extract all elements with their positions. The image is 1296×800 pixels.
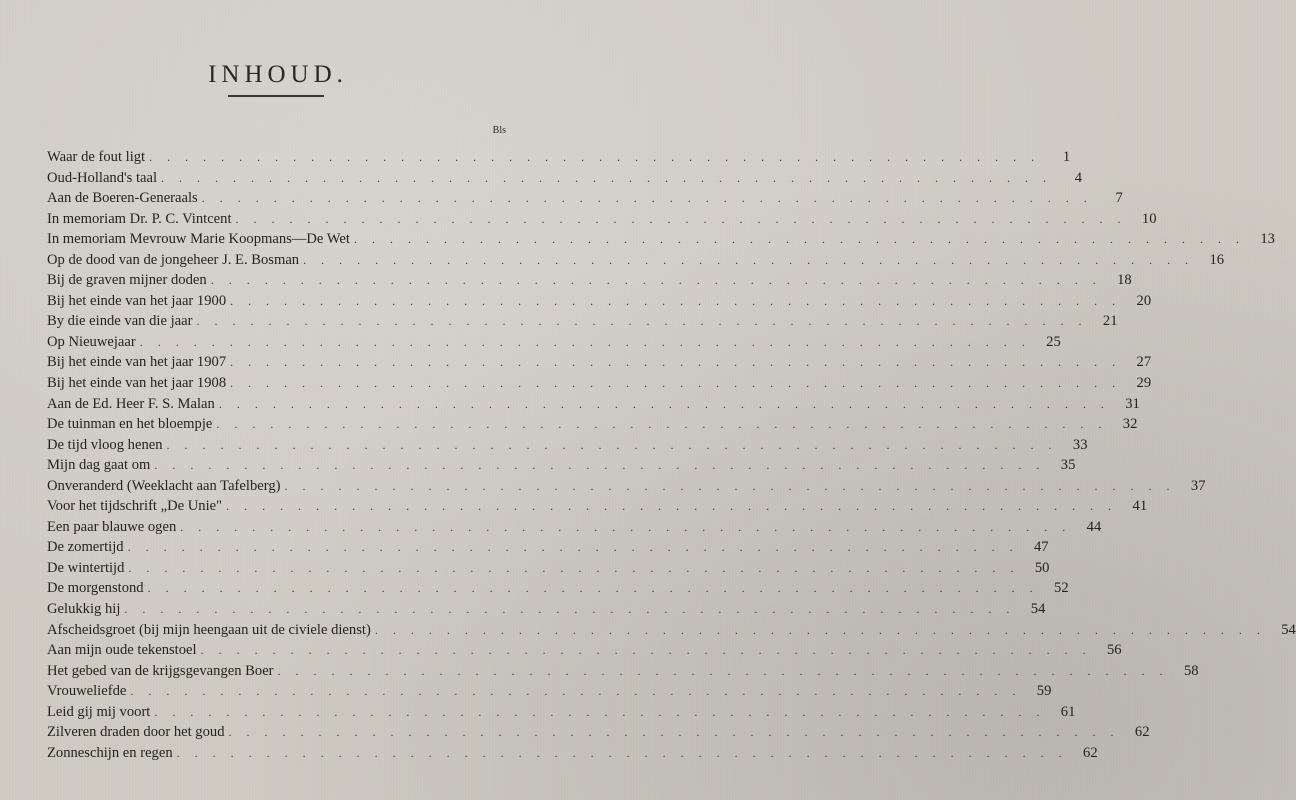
dot-leader: . . . . . . . . . . . . . . . . . . . . . . . . . . . . . . . . . . . . . . . . . . . . . . . . . . xyxy=(176,745,1068,760)
toc-entry-page-number: 35 xyxy=(1060,457,1076,474)
toc-entry xyxy=(47,311,1118,332)
toc-entry-title: Op Nieuwejaar xyxy=(47,333,136,350)
toc-entry-title: Voor het tijdschrift „De Unie" xyxy=(47,498,223,515)
toc-entry-title: Mijn dag gaat om xyxy=(47,457,151,474)
toc-entry-page-number: 18 xyxy=(1117,272,1132,289)
dot-leader: . . . . . . . . . . . . . . . . . . . . . . . . . . . . . . . . . . . . . . . . . . . . . . . . . . xyxy=(154,458,1046,473)
dot-leader: . . . . . . . . . . . . . . . . . . . . . . . . . . . . . . . . . . . . . . . . . . . . . . . . . . xyxy=(235,211,1127,226)
toc-entry-page-number: 50 xyxy=(1034,559,1050,576)
dot-leader: . . . . . . . . . . . . . . . . . . . . . . . . . . . . . . . . . . . . . . . . . . . . . . . . . . xyxy=(353,232,1245,247)
dot-leader: . . . . . . . . . . . . . . . . . . . . . . . . . . . . . . . . . . . . . . . . . . . . . . . . . . xyxy=(277,663,1169,678)
toc-entry-title: Op de dood van de jongeheer J. E. Bosman xyxy=(47,251,300,268)
toc-entry-page-number: 32 xyxy=(1122,416,1138,433)
dot-leader: . . . . . . . . . . . . . . . . . . . . . . . . . . . . . . . . . . . . . . . . . . . . . . . . . . xyxy=(128,560,1020,575)
dot-leader: . . . . . . . . . . . . . . . . . . . . . . . . . . . . . . . . . . . . . . . . . . . . . . . . . . xyxy=(147,581,1039,596)
toc-entry xyxy=(47,702,1076,723)
toc-entry-title: Vrouweliefde xyxy=(47,683,127,700)
toc-entry xyxy=(47,537,1049,558)
dot-leader: . . . . . . . . . . . . . . . . . . . . . . . . . . . . . . . . . . . . . . . . . . . . . . . . . . xyxy=(180,519,1072,534)
dot-leader: . . . . . . . . . . . . . . . . . . . . . . . . . . . . . . . . . . . . . . . . . . . . . . . . . . xyxy=(200,643,1092,658)
toc-entry-title: By die einde van die jaar xyxy=(47,313,193,330)
dot-leader: . . . . . . . . . . . . . . . . . . . . . . . . . . . . . . . . . . . . . . . . . . . . . . . . . . xyxy=(201,191,1093,206)
toc-entry-title: Gelukkig hij xyxy=(47,601,121,618)
toc-entry-page-number: 21 xyxy=(1102,313,1118,330)
toc-entry-page-number: 41 xyxy=(1132,498,1148,515)
toc-entry xyxy=(47,250,1225,271)
dot-leader: . . . . . . . . . . . . . . . . . . . . . . . . . . . . . . . . . . . . . . . . . . . . . . . . . . xyxy=(284,478,1176,493)
toc-entry-page-number: 58 xyxy=(1183,662,1199,679)
toc-entry xyxy=(47,578,1069,599)
dot-leader: . . . . . . . . . . . . . . . . . . . . . . . . . . . . . . . . . . . . . . . . . . . . . . . . . . xyxy=(130,684,1022,699)
dot-leader: . . . . . . . . . . . . . . . . . . . . . . . . . . . . . . . . . . . . . . . . . . . . . . . . . . xyxy=(303,252,1195,267)
toc-entry xyxy=(47,270,1132,291)
toc-entry-title: De wintertijd xyxy=(47,559,125,576)
toc-entry xyxy=(47,332,1061,353)
table-of-contents xyxy=(47,147,1296,763)
toc-entry-page-number: 10 xyxy=(1141,210,1157,227)
title-rule xyxy=(228,95,324,97)
toc-entry-page-number: 7 xyxy=(1115,190,1123,207)
toc-entry-page-number: 29 xyxy=(1136,375,1152,392)
dot-leader: . . . . . . . . . . . . . . . . . . . . . . . . . . . . . . . . . . . . . . . . . . . . . . . . . . xyxy=(149,150,1041,164)
toc-entry xyxy=(47,229,1275,250)
toc-entry xyxy=(47,352,1152,373)
toc-entry-page-number: 54 xyxy=(1281,621,1296,638)
toc-entry xyxy=(47,620,1296,641)
toc-entry-page-number: 62 xyxy=(1083,744,1098,761)
toc-entry xyxy=(47,743,1098,764)
toc-entry-title: De tuinman en het bloempje xyxy=(47,416,213,433)
toc-entry-title: De tijd vloog henen xyxy=(47,436,163,453)
toc-entry-page-number: 61 xyxy=(1060,703,1076,720)
dot-leader: . . . . . . . . . . . . . . . . . . . . . . . . . . . . . . . . . . . . . . . . . . . . . . . . . . xyxy=(161,170,1053,185)
dot-leader: . . . . . . . . . . . . . . . . . . . . . . . . . . . . . . . . . . . . . . . . . . . . . . . . . . xyxy=(154,704,1046,719)
toc-entry-title: Bij de graven mijner doden xyxy=(47,272,207,289)
toc-entry-page-number: 16 xyxy=(1209,251,1225,268)
toc-entry-page-number: 27 xyxy=(1136,354,1152,371)
toc-entry-page-number: 33 xyxy=(1072,436,1088,453)
toc-entry-page-number: 31 xyxy=(1125,395,1140,412)
toc-entry xyxy=(47,373,1152,394)
toc-entry-title: Een paar blauwe ogen xyxy=(47,518,177,535)
toc-entry xyxy=(47,394,1140,415)
toc-entry xyxy=(47,661,1199,682)
toc-entry-title: Bij het einde van het jaar 1900 xyxy=(47,292,227,309)
dot-leader: . . . . . . . . . . . . . . . . . . . . . . . . . . . . . . . . . . . . . . . . . . . . . . . . . . xyxy=(139,334,1031,349)
dot-leader: . . . . . . . . . . . . . . . . . . . . . . . . . . . . . . . . . . . . . . . . . . . . . . . . . . xyxy=(210,273,1102,288)
dot-leader: . . . . . . . . . . . . . . . . . . . . . . . . . . . . . . . . . . . . . . . . . . . . . . . . . . xyxy=(230,293,1122,308)
toc-entry xyxy=(47,640,1122,661)
toc-entry-title: In memoriam Mevrouw Marie Koopmans—De Wet xyxy=(47,231,350,248)
dot-leader: . . . . . . . . . . . . . . . . . . . . . . . . . . . . . . . . . . . . . . . . . . . . . . . . . . xyxy=(226,499,1118,514)
toc-entry-page-number: 25 xyxy=(1046,333,1061,350)
toc-entry xyxy=(47,291,1152,312)
toc-entry-page-number: 44 xyxy=(1086,518,1102,535)
toc-entry-page-number: 47 xyxy=(1034,539,1049,556)
dot-leader: . . . . . . . . . . . . . . . . . . . . . . . . . . . . . . . . . . . . . . . . . . . . . . . . . . xyxy=(196,314,1088,329)
toc-entry-title: Het gebed van de krijgsgevangen Boer xyxy=(47,662,274,679)
toc-entry-page-number: 37 xyxy=(1190,477,1206,494)
toc-entry-page-number: 4 xyxy=(1074,169,1083,186)
toc-entry xyxy=(47,476,1206,497)
dot-leader: . . . . . . . . . . . . . . . . . . . . . . . . . . . . . . . . . . . . . . . . . . . . . . . . . . xyxy=(374,622,1266,637)
toc-entry xyxy=(47,496,1148,517)
toc-entry-title: De morgenstond xyxy=(47,580,144,597)
dot-leader: . . . . . . . . . . . . . . . . . . . . . . . . . . . . . . . . . . . . . . . . . . . . . . . . . . xyxy=(230,355,1122,370)
toc-entry-title: Onveranderd (Weeklacht aan Tafelberg) xyxy=(47,477,281,494)
dot-leader: . . . . . . . . . . . . . . . . . . . . . . . . . . . . . . . . . . . . . . . . . . . . . . . . . . xyxy=(124,602,1016,617)
toc-entry-title: De zomertijd xyxy=(47,539,124,556)
toc-entry xyxy=(47,599,1046,620)
toc-entry xyxy=(47,722,1150,743)
toc-entry-title: Aan de Ed. Heer F. S. Malan xyxy=(47,395,215,412)
toc-entry xyxy=(47,414,1138,435)
toc-entry-title: Zilveren draden door het goud xyxy=(47,724,225,741)
toc-entry-title: In memoriam Dr. P. C. Vintcent xyxy=(47,210,232,227)
toc-entry-page-number: 54 xyxy=(1030,601,1046,618)
toc-entry-page-number: 59 xyxy=(1036,683,1052,700)
toc-entry xyxy=(47,517,1102,538)
toc-entry-title: Aan mijn oude tekenstoel xyxy=(47,642,197,659)
toc-entry xyxy=(47,435,1088,456)
dot-leader: . . . . . . . . . . . . . . . . . . . . . . . . . . . . . . . . . . . . . . . . . . . . . . . . . . xyxy=(216,417,1108,432)
toc-entry-title: Aan de Boeren-Generaals xyxy=(47,190,198,207)
toc-entry xyxy=(47,209,1157,230)
toc-entry-title: Afscheidsgroet (bij mijn heengaan uit de civiele dienst) xyxy=(47,621,371,638)
toc-entry xyxy=(47,455,1076,476)
toc-entry-page-number: 20 xyxy=(1136,292,1152,309)
toc-entry-title: Bij het einde van het jaar 1907 xyxy=(47,354,227,371)
toc-entry-title: Leid gij mij voort xyxy=(47,703,151,720)
toc-entry-page-number: 13 xyxy=(1260,231,1275,248)
toc-entry-page-number: 62 xyxy=(1134,724,1150,741)
dot-leader: . . . . . . . . . . . . . . . . . . . . . . . . . . . . . . . . . . . . . . . . . . . . . . . . . . xyxy=(228,725,1120,740)
toc-entry-title: Bij het einde van het jaar 1908 xyxy=(47,375,227,392)
dot-leader: . . . . . . . . . . . . . . . . . . . . . . . . . . . . . . . . . . . . . . . . . . . . . . . . . . xyxy=(218,396,1110,411)
dot-leader: . . . . . . . . . . . . . . . . . . . . . . . . . . . . . . . . . . . . . . . . . . . . . . . . . . xyxy=(127,540,1019,555)
toc-entry xyxy=(47,558,1050,579)
page-column-label: Bls xyxy=(492,125,506,136)
toc-entry-title: Zonneschijn en regen xyxy=(47,744,173,761)
toc-entry xyxy=(47,168,1083,189)
toc-entry-page-number: 52 xyxy=(1054,580,1069,597)
dot-leader: . . . . . . . . . . . . . . . . . . . . . . . . . . . . . . . . . . . . . . . . . . . . . . . . . . xyxy=(166,437,1058,452)
toc-entry-page-number: 1 xyxy=(1062,149,1071,165)
toc-entry xyxy=(47,188,1123,209)
toc-entry xyxy=(47,681,1052,702)
dot-leader: . . . . . . . . . . . . . . . . . . . . . . . . . . . . . . . . . . . . . . . . . . . . . . . . . . xyxy=(230,376,1122,391)
toc-entry-page-number: 56 xyxy=(1106,642,1122,659)
toc-entry-title: Waar de fout ligt xyxy=(47,149,146,165)
toc-entry xyxy=(47,147,1071,168)
page-title: INHOUD. xyxy=(208,60,348,88)
toc-entry-title: Oud-Holland's taal xyxy=(47,169,158,186)
